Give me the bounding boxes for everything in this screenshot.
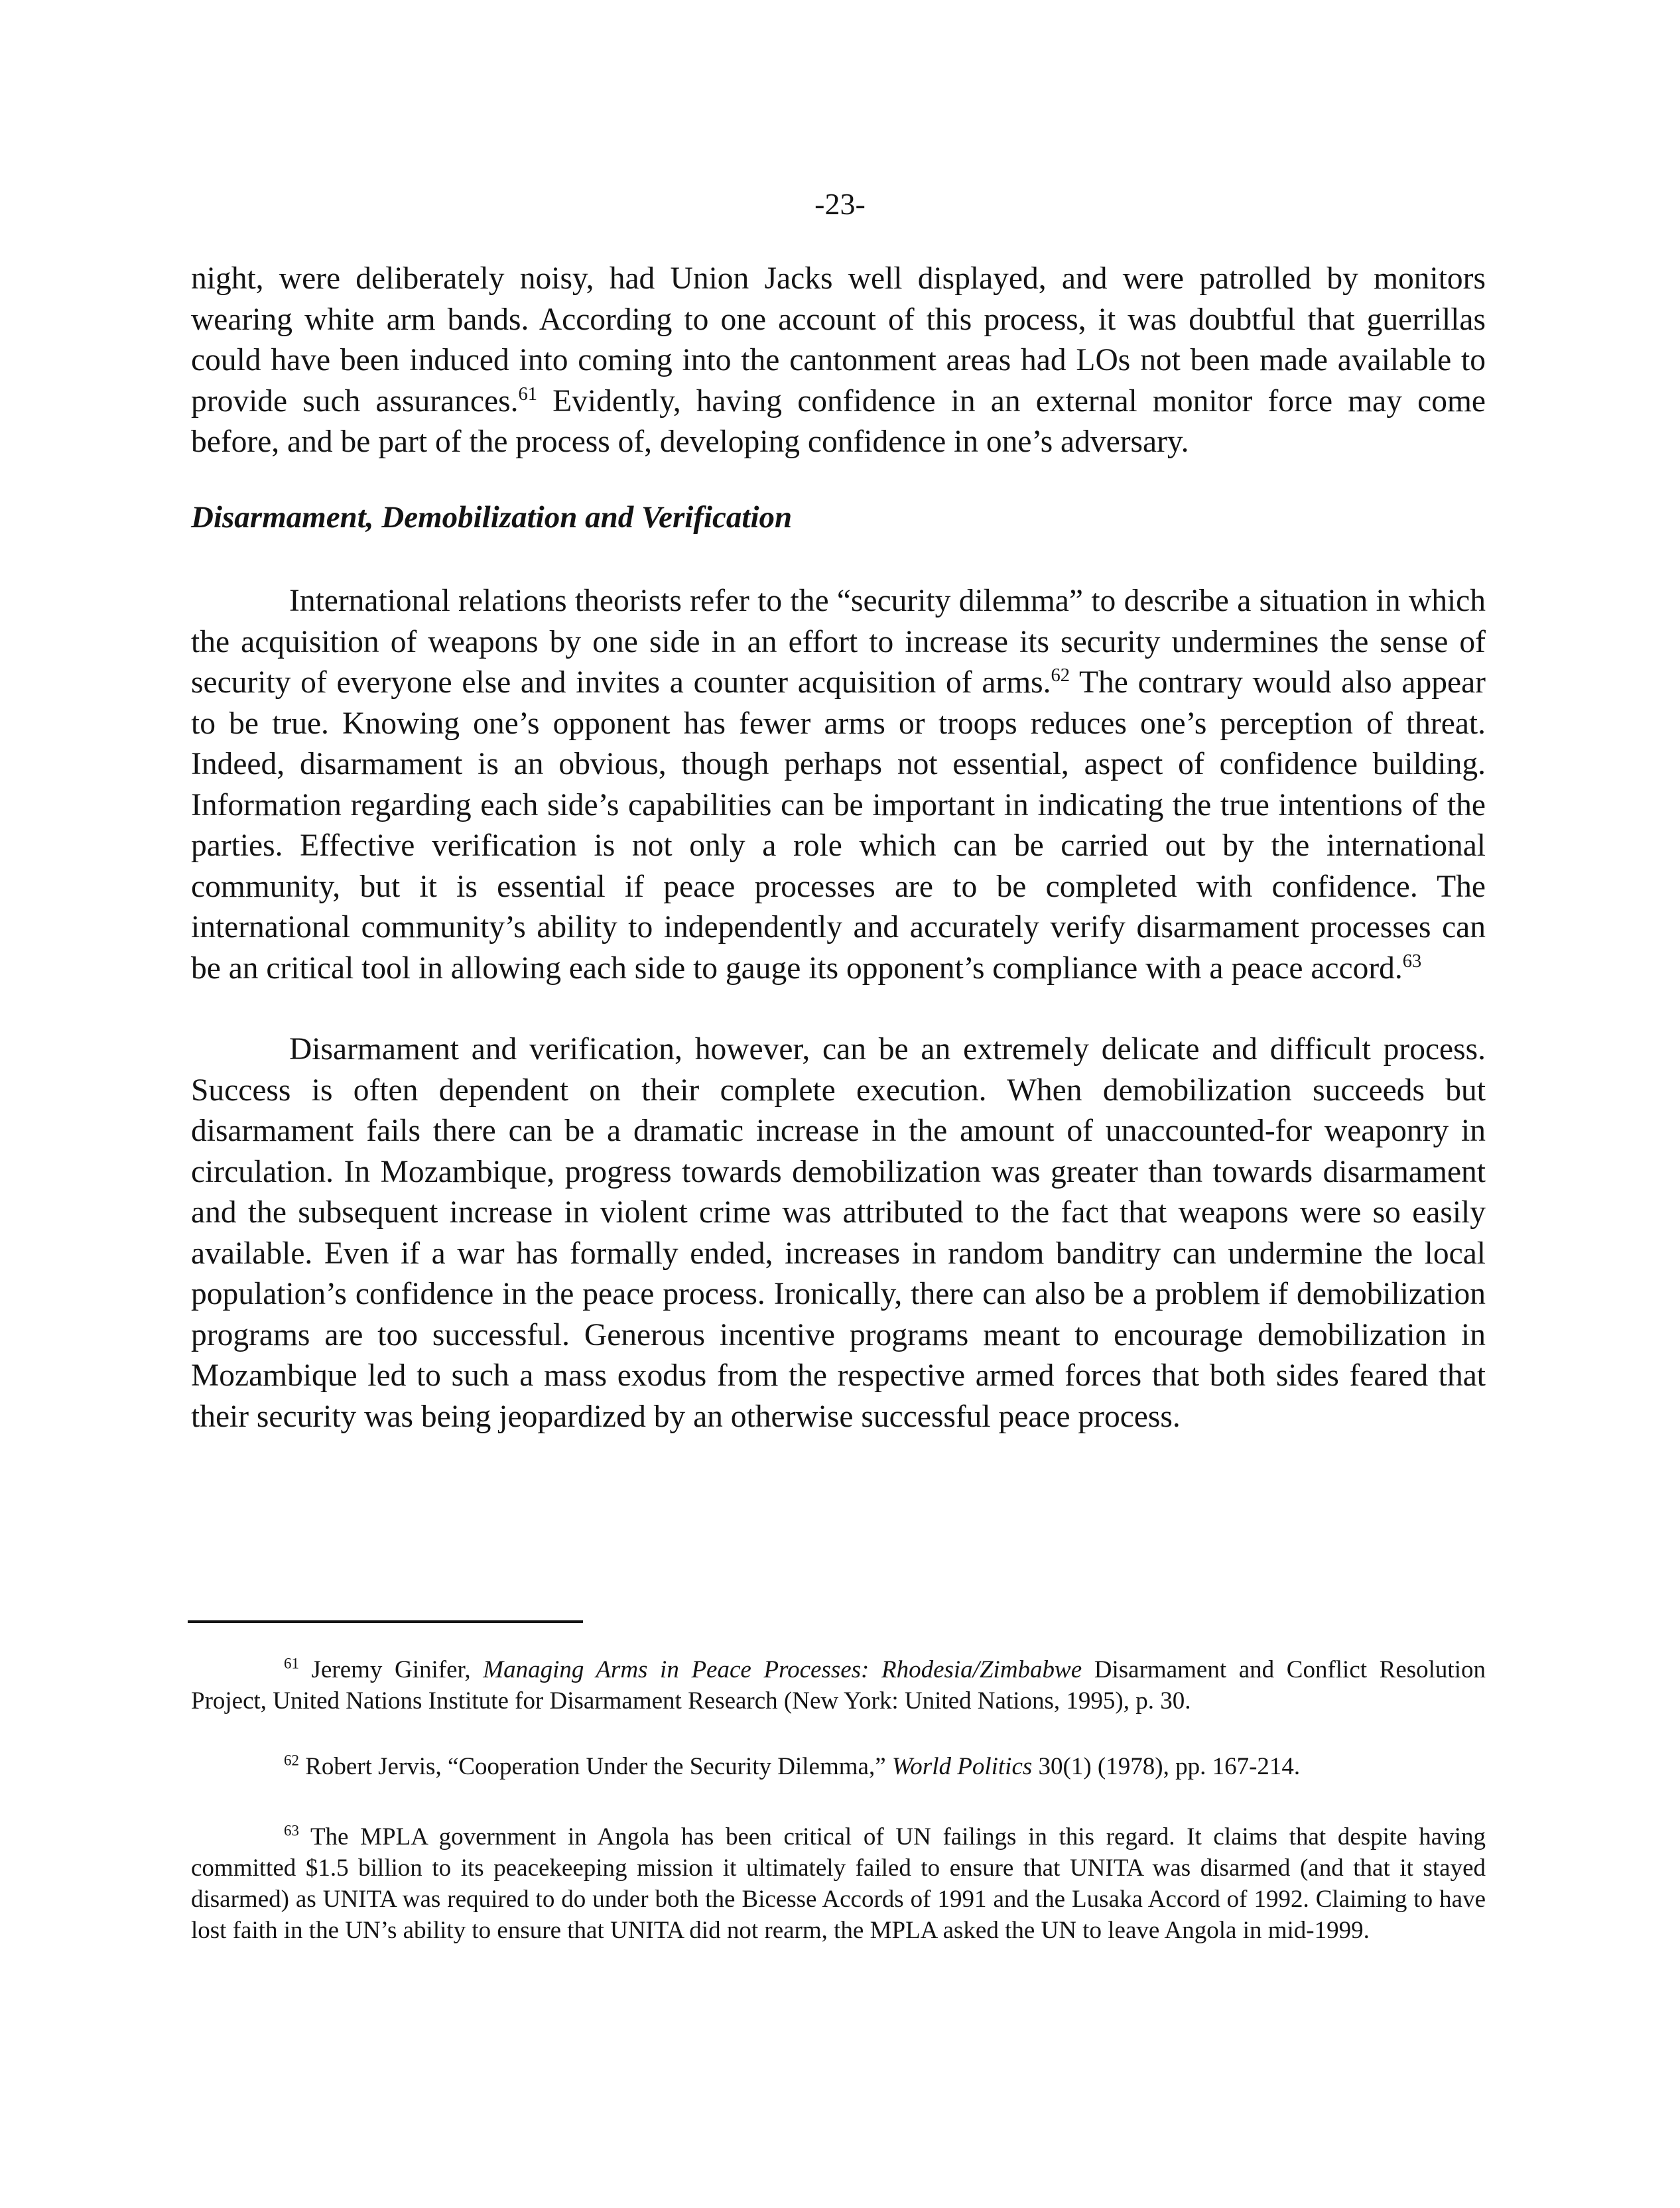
footnote (191, 1821, 1486, 1946)
footnote-title: Managing Arms in Peace Processes: Rhodesia/Zimbabwe (483, 1656, 1082, 1683)
footnote-divider (188, 1620, 583, 1623)
footnote-text: Jeremy Ginifer, (298, 1656, 484, 1683)
paragraph-text: The contrary would also appear to be true. Knowing one’s opponent has fewer arms or troops reduces one’s perception of threat. Indeed, disarmament is an obvious, though perhaps not essential, aspect of confidence building. Information regarding each side’s capabilities can be important in indicating the true intentions of the parties. Effective verification is not only a role which can be carried out by the international community, but it is essential if peace processes are to be completed with confidence. The international community’s ability to independently and accurately verify disarmament processes can be an critical tool in allowing each side to gauge its opponent’s compliance with a peace accord. (191, 665, 1486, 986)
footnote-text: Robert Jervis, “Cooperation Under the Security Dilemma,” (298, 1753, 892, 1780)
body-paragraph: Disarmament and verification, however, can be an extremely delicate and difficult process. Success is often dependent on their complete execution. When demobilization succeeds but disarmament fails there can be a dramatic increase in the amount of unaccounted-for weaponry in circulation. In Mozambique, progress towards demobilization was greater than towards disarmament and the subsequent increase in violent crime was attributed to the fact that weapons were so easily available. Even if a war has formally ended, increases in random banditry can undermine the local population’s confidence in the peace process. Ironically, there can also be a problem if demobilization programs are too successful. Generous incentive programs meant to encourage demobilization in Mozambique led to such a mass exodus from the respective armed forces that both sides feared that their security was being jeopardized by an otherwise successful peace process. (191, 1032, 1486, 1434)
footnote-reference: 62 (1051, 665, 1070, 686)
body-paragraph (191, 259, 1486, 463)
footnote-number: 61 (284, 1655, 299, 1672)
body-paragraph (191, 581, 1486, 989)
footnote-number: 62 (284, 1752, 299, 1769)
footnote (191, 1751, 1486, 1782)
paragraph-text: night, were deliberately noisy, had Union Jacks well displayed, and were patrolled by monitors wearing white arm bands. According to one account of this process, it was doubtful that guerrillas could have been induced into coming into the cantonment areas had LOs not been made available to provide such assurances. (191, 261, 1486, 419)
footnote-reference: 63 (1402, 950, 1422, 972)
footnote-number: 63 (284, 1822, 299, 1839)
footnote-text: 30(1) (1978), pp. 167-214. (1032, 1753, 1301, 1780)
footnote-text: Disarmament and Conflict Resolution Project, United Nations Institute for Disarmament Research (New York: United Nations, 1995), p. 30. (191, 1656, 1486, 1715)
footnote-text: The MPLA government in Angola has been critical of UN failings in this regard. It claims that despite having committed $1.5 billion to its peacekeeping mission it ultimately failed to ensure that UNITA was disarmed (and that it stayed disarmed) as UNITA was required to do under both the Bicesse Accords of 1991 and the Lusaka Accord of 1992. Claiming to have lost faith in the UN’s ability to ensure that UNITA did not rearm, the MPLA asked the UN to leave Angola in mid-1999. (191, 1823, 1486, 1944)
footnote (191, 1654, 1486, 1717)
paragraph-text: Evidently, having confidence in an external monitor force may come before, and be part of the process of, developing confidence in one’s adversary. (191, 383, 1486, 459)
page-number: -23- (814, 187, 866, 221)
paragraph-text: International relations theorists refer to the “security dilemma” to describe a situation in which the acquisition of weapons by one side in an effort to increase its security undermines the sense of security of everyone else and invites a counter acquisition of arms. (191, 584, 1486, 700)
footnote-title: World Politics (891, 1753, 1033, 1780)
section-heading: Disarmament, Demobilization and Verification (191, 500, 793, 535)
footnote-reference: 61 (518, 383, 537, 405)
